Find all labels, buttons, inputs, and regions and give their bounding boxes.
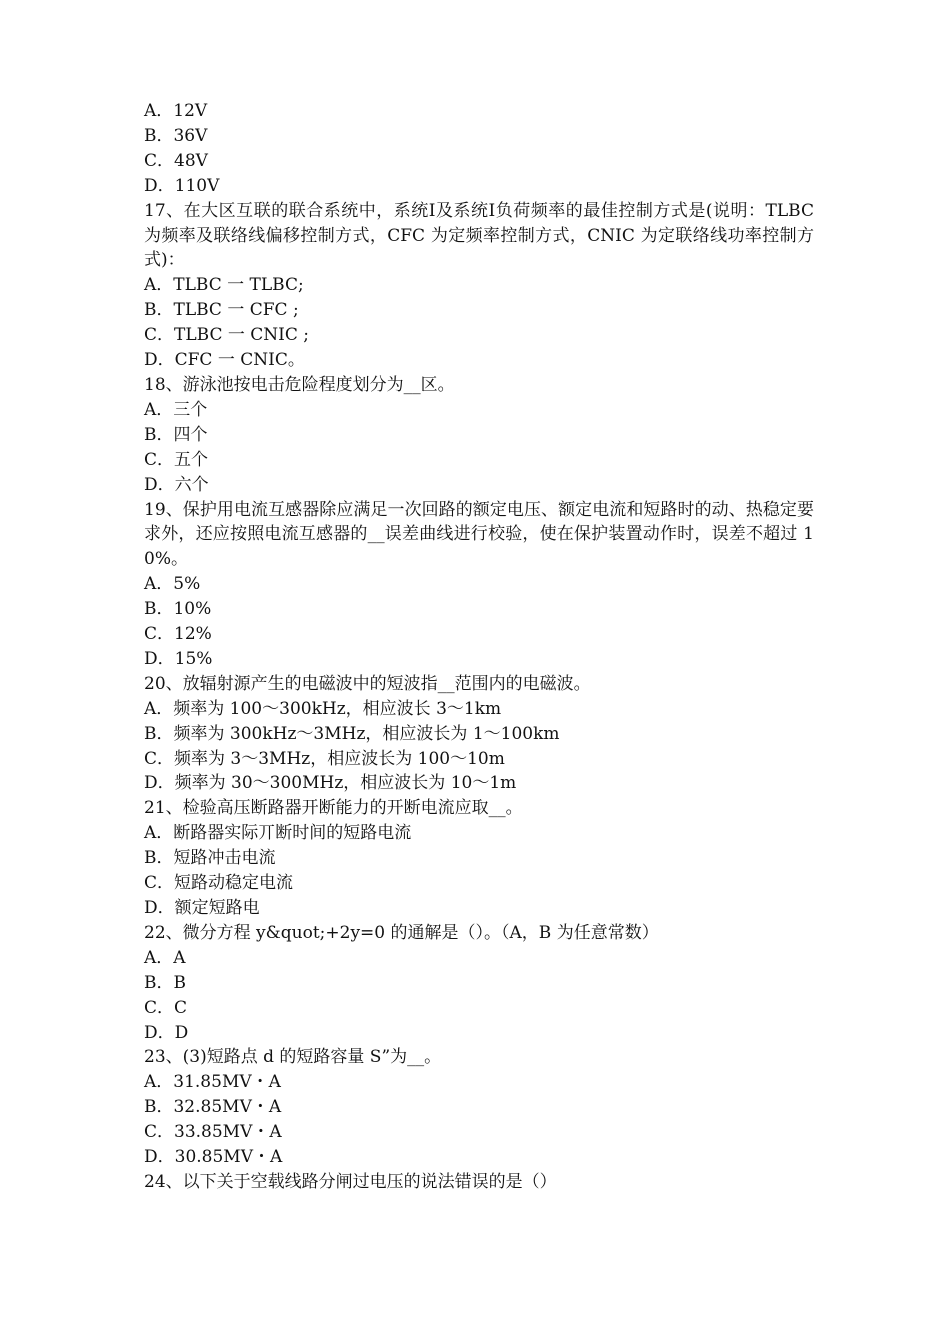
answer-option: A．5%: [144, 574, 201, 595]
answer-option: A．12V: [144, 101, 208, 121]
answer-option: C．五个: [144, 449, 209, 470]
answer-option: D．30.85MV・A: [144, 1147, 283, 1168]
answer-option: B．32.85MV・A: [144, 1097, 282, 1118]
answer-option: C．12%: [144, 624, 212, 645]
answer-option: D．D: [144, 1022, 189, 1043]
answer-option: B．B: [144, 972, 186, 993]
answer-option: C．48V: [144, 150, 208, 171]
answer-option: D．额定短路电: [144, 898, 260, 918]
question-text: 21、检验高压断路器开断能力的开断电流应取__。: [144, 798, 523, 819]
question-text: 20、放辐射源产生的电磁波中的短波指__范围内的电磁波。: [144, 673, 591, 694]
question-text: 24、以下关于空载线路分闸过电压的说法错误的是（）: [144, 1171, 557, 1192]
answer-option: C．33.85MV・A: [144, 1122, 282, 1143]
document-body: [144, 99, 814, 1195]
answer-option: A．频率为 100～300kHz，相应波长 3～1km: [144, 698, 502, 719]
question-text: 18、游泳池按电击危险程度划分为__区。: [144, 374, 455, 395]
answer-option: A．A: [144, 947, 186, 968]
answer-option: B．四个: [144, 424, 208, 445]
answer-option: C．TLBC 一 CNIC ;: [144, 325, 309, 346]
answer-option: D．六个: [144, 474, 209, 495]
answer-option: B．频率为 300kHz～3MHz，相应波长为 1～100km: [144, 723, 560, 744]
question-text: 22、微分方程 y&quot;+2y=0 的通解是（）。（A，B 为任意常数）: [144, 922, 659, 943]
answer-option: B．TLBC 一 CFC ;: [144, 300, 299, 321]
answer-option: C．频率为 3～3MHz，相应波长为 100～10m: [144, 748, 505, 769]
answer-option: B．10%: [144, 599, 212, 620]
answer-option: C．C: [144, 997, 188, 1018]
answer-option: D．CFC 一 CNIC。: [144, 350, 305, 371]
answer-option: A．断路器实际丌断时间的短路电流: [144, 823, 412, 844]
answer-option: B．36V: [144, 125, 208, 146]
question-text: 17、在大区互联的联合系统中，系统Ⅰ及系统Ⅰ负荷频率的最佳控制方式是(说明：TLBC 为频率及联络线偏移控制方式，CFC 为定频率控制方式，CNIC 为定联络线功率控制方式)：: [144, 200, 814, 271]
answer-option: A．31.85MV・A: [144, 1072, 281, 1093]
answer-option: A．TLBC 一 TLBC;: [144, 275, 304, 296]
answer-option: C．短路动稳定电流: [144, 873, 294, 894]
answer-option: A．三个: [144, 399, 208, 420]
answer-option: D．15%: [144, 648, 213, 669]
answer-option: D．频率为 30～300MHz，相应波长为 10～1m: [144, 773, 517, 794]
answer-option: D．110V: [144, 175, 220, 196]
answer-option: B．短路冲击电流: [144, 848, 276, 869]
question-text: 23、(3)短路点 d 的短路容量 S”为__。: [144, 1047, 442, 1068]
question-text: 19、保护用电流互感器除应满足一次回路的额定电压、额定电流和短路时的动、热稳定要求外，还应按照电流互感器的__误差曲线进行校验，使在保护装置动作时，误差不超过 10%。: [144, 499, 814, 570]
